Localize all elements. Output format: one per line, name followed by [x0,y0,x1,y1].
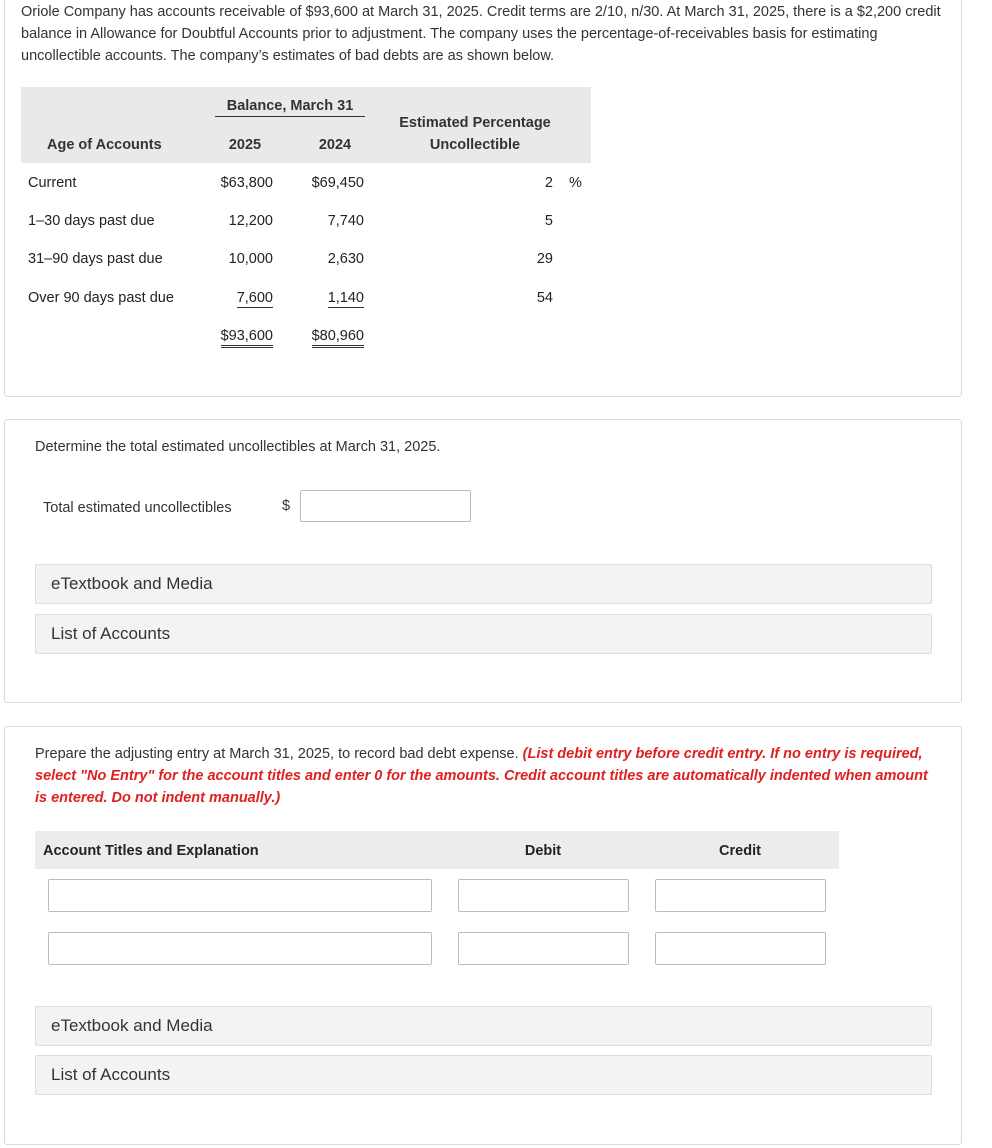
row-2024-value: $69,450 [311,175,364,191]
header-pct-line2: Uncollectible [429,137,521,153]
account-title-input[interactable] [48,879,432,912]
total-uncollectibles-input[interactable] [300,490,471,522]
header-age-of-accounts: Age of Accounts [47,137,162,153]
currency-symbol: $ [282,498,291,514]
part1-panel [4,419,962,703]
row-age: Over 90 days past due [28,290,174,306]
credit-input[interactable] [655,879,826,912]
problem-intro: Oriole Company has accounts receivable of $93,600 at March 31, 2025. Credit terms are 2/10, n/30. At March 31, 2025, there is a $2,200 credit balance in Allowance for Doubtful Accounts prior to adjustment. The company uses the percentage-of-receivables basis for estimating uncollectible accounts. The company’s estimates of bad debts are as shown below. [21,4,941,64]
row-age: Current [28,175,77,191]
debit-input[interactable] [458,879,629,912]
total-2025: $93,600 [221,328,273,348]
part2-question-text: Prepare the adjusting entry at March 31, 2025, to record bad debt expense. [35,746,519,762]
total-uncollectibles-label: Total estimated uncollectibles [43,500,232,516]
row-pct-value: 2 [544,175,553,191]
credit-input[interactable] [655,932,826,965]
row-2024-value: 1,140 [327,290,364,306]
part2-question [35,743,935,809]
row-2025-value: $63,800 [220,175,273,191]
part2-instructions: (List debit entry before credit entry. If no entry is required, select "No Entry" for the account titles and enter 0 for the amounts. Credit account titles are automatically indented when amount is entered. Do not indent manually.) [35,746,928,806]
list-of-accounts-button[interactable]: List of Accounts [35,1055,932,1095]
etextbook-media-button[interactable]: eTextbook and Media [35,564,932,604]
header-account-titles: Account Titles and Explanation [43,843,259,859]
debit-input[interactable] [458,932,629,965]
row-2024-value: 7,740 [327,213,364,229]
part1-question: Determine the total estimated uncollectibles at March 31, 2025. [35,439,441,455]
percent-symbol: % [569,175,582,191]
header-balance-group: Balance, March 31 [215,97,365,117]
list-of-accounts-button[interactable]: List of Accounts [35,614,932,654]
total-2024: $80,960 [312,328,364,348]
row-pct-value: 5 [544,213,553,229]
row-2024-value: 2,630 [327,251,364,267]
part2-panel [4,726,962,1145]
row-pct-value: 29 [536,251,553,267]
header-pct-line1: Estimated Percentage [399,115,551,131]
row-2025-value: 7,600 [236,290,273,306]
etextbook-media-button[interactable]: eTextbook and Media [35,1006,932,1046]
account-title-input[interactable] [48,932,432,965]
row-pct-value: 54 [536,290,553,306]
row-2025-value: 10,000 [228,251,273,267]
problem-panel [4,0,962,397]
header-2025: 2025 [228,137,262,153]
row-2025-value: 12,200 [228,213,273,229]
header-debit: Debit [524,843,562,859]
row-age: 31–90 days past due [28,251,163,267]
row-age: 1–30 days past due [28,213,155,229]
header-credit: Credit [719,843,761,859]
header-2024: 2024 [318,137,352,153]
